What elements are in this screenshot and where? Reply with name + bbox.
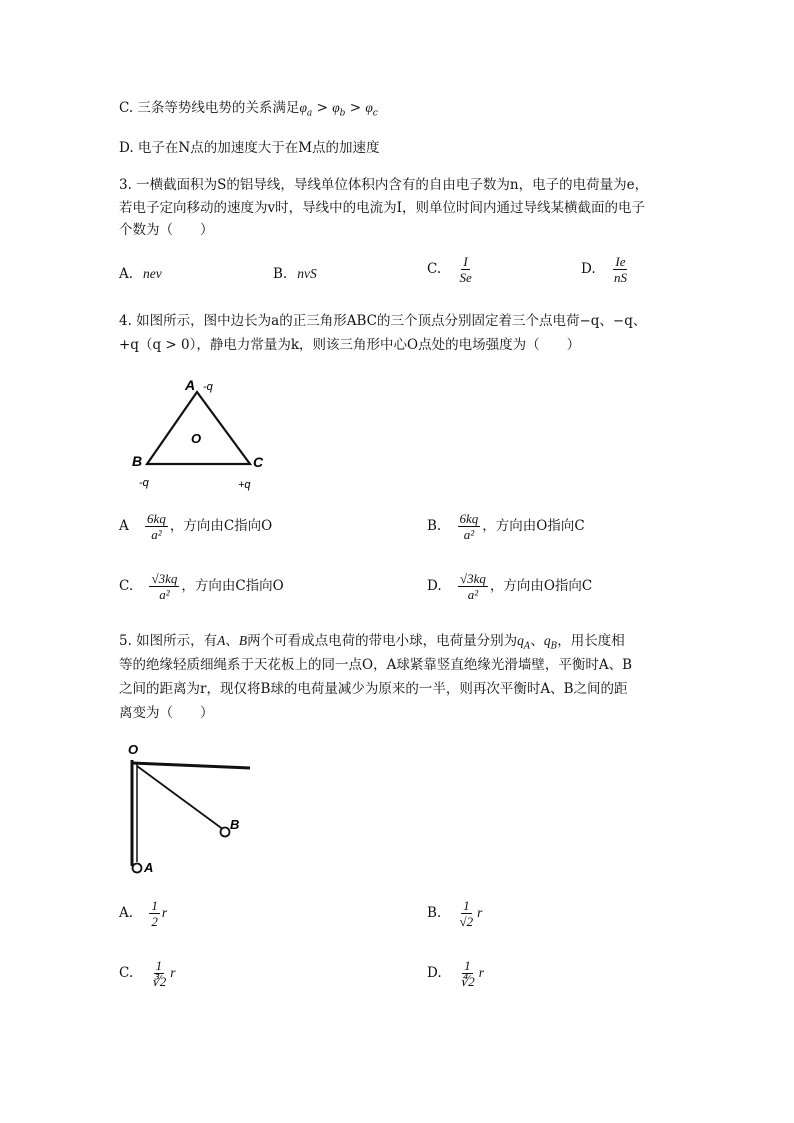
q4-line-1: 4. 如图所示，图中边长为a的正三角形ABC的三个顶点分别固定着三个点电荷−q、−q、 xyxy=(119,313,647,329)
q3-option-b[interactable]: B. nvS xyxy=(273,266,317,282)
q3-line-2: 若电子定向移动的速度为v时，导线中的电流为I，则单位时间内通过导线某横截面的电子 xyxy=(119,200,645,216)
q5-option-a[interactable]: A. $\frac{1}{2}$ r xyxy=(119,898,168,929)
q3-option-c[interactable]: C. $\frac{I}{Se}$ xyxy=(427,254,472,285)
q5-option-d[interactable]: D. $\frac{1}{∜2}$ r xyxy=(427,958,484,989)
q5-line-2: 等的绝缘轻质细绳系于天花板上的同一点O，A球紧靠竖直绝缘光滑墙壁，平衡时A、B xyxy=(119,657,632,673)
triangle-figure xyxy=(125,372,275,497)
option-d-prev: D. 电子在N点的加速度大于在M点的加速度 xyxy=(119,140,380,156)
fraction: $\frac{1}{2}$ xyxy=(151,898,158,929)
q5-line-3: 之间的距离为r，现仅将B球的电荷量减少为原来的一半，则再次平衡时A、B之间的距 xyxy=(119,681,628,697)
q5-option-c[interactable]: C. $\frac{1}{∛2}$ r xyxy=(119,958,176,989)
ball-a xyxy=(133,864,142,873)
label-a: A xyxy=(185,377,196,393)
q4-option-b[interactable]: B. $\frac{6kq}{\text{a²}}$ ，方向由O指向C xyxy=(427,511,585,542)
q5-line-4: 离变为（ ） xyxy=(119,705,214,721)
q3-option-a[interactable]: A. nev xyxy=(119,266,162,282)
q3-option-d[interactable]: D. $\frac{Ie}{nS}$ xyxy=(581,254,627,285)
q3-line-3: 个数为（ ） xyxy=(119,222,214,238)
pendulum-figure xyxy=(120,738,260,878)
fraction: $\frac{√3kq}{\text{a²}}$ xyxy=(459,571,486,602)
charge-c: +q xyxy=(238,479,251,491)
ceiling xyxy=(132,763,250,768)
fraction: $\frac{1}{∜2}$ xyxy=(459,958,475,989)
q5-option-b[interactable]: B. $\frac{1}{√2}$ r xyxy=(427,898,483,929)
q4-option-a[interactable]: A $\frac{6kq}{\text{a²}}$ ，方向由C指向O xyxy=(119,511,273,542)
triangle-abc xyxy=(147,392,250,464)
fraction: $\frac{6kq}{\text{a²}}$ xyxy=(459,511,479,542)
label-o: O xyxy=(128,742,139,757)
string-ob xyxy=(137,766,224,830)
fraction: $\frac{I}{Se}$ xyxy=(459,254,472,285)
q5-line-1: 5. 如图所示，有A、B两个可看成点电荷的带电小球，电荷量分别为$q_A$、$q_B$，用长度相 xyxy=(119,633,625,652)
label-a: A xyxy=(144,860,154,875)
charge-a: -q xyxy=(203,381,213,393)
fraction: $\frac{1}{∛2}$ xyxy=(151,958,167,989)
fraction: $\frac{1}{√2}$ xyxy=(459,898,474,929)
q4-option-c[interactable]: C. $\frac{√3kq}{\text{a²}}$ ，方向由C指向O xyxy=(119,571,284,602)
label-o: O xyxy=(191,431,202,446)
charge-b: -q xyxy=(139,477,149,489)
q4-option-d[interactable]: D. $\frac{√3kq}{\text{a²}}$ ，方向由O指向C xyxy=(427,571,593,602)
label-b: B xyxy=(230,817,240,832)
q4-line-2: +q（q > 0），静电力常量为k，则该三角形中心O点处的电场强度为（ ） xyxy=(119,337,581,353)
fraction: $\frac{6kq}{\text{a²}}$ xyxy=(147,511,166,542)
label-c: C xyxy=(253,454,264,470)
fraction: $\frac{Ie}{nS}$ xyxy=(613,254,627,285)
fraction: $\frac{√3kq}{\text{a²}}$ xyxy=(151,571,178,602)
option-c-prev: C. 三条等势线电势的关系满足$\varphi_a > \varphi_b > \varphi_c$ xyxy=(119,100,378,119)
label-b: B xyxy=(132,453,143,469)
q3-line-1: 3. 一横截面积为S的铝导线，导线单位体积内含有的自由电子数为n，电子的电荷量为e， xyxy=(119,177,649,193)
ball-b xyxy=(221,828,230,837)
